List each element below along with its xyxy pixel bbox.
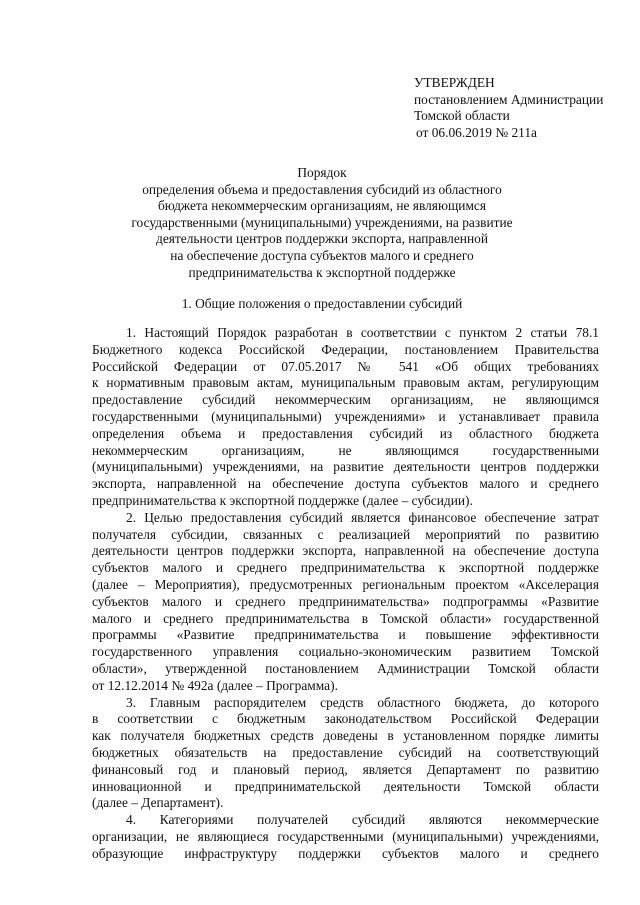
text-line: 1. Настоящий Порядок разработан в соответствии с пунктом 2 статьи 78.1 [126, 325, 599, 340]
title-line: деятельности центров поддержки экспорта, направленной [156, 231, 488, 247]
approval-line: УТВЕРЖДЕН [414, 75, 495, 90]
text-line: деятельности центров поддержки экспорта, направленной на обеспечение доступа [92, 543, 599, 559]
title-line: бюджета некоммерческим организациям, не являющимся [157, 198, 487, 214]
text-line: финансовый год и плановый период, является Департамент по развитию [92, 761, 599, 777]
text-line: бюджетных обязательств на предоставление субсидий на соответствующий [92, 744, 599, 760]
text-line: государственного управления социально-экономическим развитием Томской [92, 644, 599, 660]
title-line: Порядок [297, 165, 347, 180]
text-line: государственными (муниципальными) учреждениями» и устанавливает правила [92, 408, 599, 424]
text-line: программы «Развитие предпринимательства и повышение эффективности [92, 627, 599, 643]
text-line: Российской Федерации от 07.05.2017 № 541 «Об общих требованиях [92, 358, 599, 374]
text-line: 2. Целью предоставления субсидий является финансовое обеспечение затрат [126, 509, 599, 525]
text-line: определения объема и предоставления субсидий из областного бюджета [92, 425, 599, 441]
text-line: образующие инфраструктуру поддержки субъектов малого и среднего [92, 845, 599, 861]
text-line: к нормативным правовым актам, муниципальным правовым актам, регулирующим [92, 375, 599, 391]
text-line: инновационной и предпринимательской деятельности Томской области [92, 778, 599, 794]
text-line: 4. Категориями получателей субсидий являются некоммерческие [126, 812, 599, 828]
text-line: предоставление субсидий некоммерческим организациям, не являющимся [92, 392, 599, 408]
text-line: организации, не являющиеся государственными (муниципальными) учреждениями, [92, 828, 599, 844]
text-line: 3. Главным распорядителем средств областного бюджета, до которого [126, 694, 599, 710]
text-line: от 12.12.2014 № 492а (далее – Программа). [92, 677, 338, 693]
text-line: Бюджетного кодекса Российской Федерации, постановлением Правительства [92, 341, 599, 357]
text-line: предпринимательства к экспортной поддержке (далее – субсидии). [92, 492, 473, 508]
text-line: субъектов малого и среднего предпринимательства к экспортной поддержке [92, 560, 599, 576]
approval-line: от 06.06.2019 № 211а [416, 124, 537, 140]
text-line: как получателя бюджетных средств доведены в установленном порядке лимиты [92, 728, 599, 744]
text-line: малого и среднего предпринимательства в Томской области» государственной [92, 610, 599, 626]
text-line: субъектов малого и среднего предпринимательства» подпрограммы «Развитие [92, 593, 599, 609]
title-line: определения объема и предоставления субсидий из областного [142, 181, 502, 197]
text-line: (далее – Мероприятия), предусмотренных региональным проектом «Акселерация [92, 576, 599, 592]
approval-stamp [414, 75, 634, 141]
text-line: экспорта, направленной на обеспечение доступа субъектов малого и среднего [92, 476, 599, 492]
text-line: (далее – Департамент). [92, 795, 224, 811]
title-line: предпринимательства к экспортной поддержке [188, 264, 456, 280]
document-body [92, 325, 599, 863]
text-line: области», утвержденной постановлением Администрации Томской области [92, 660, 599, 676]
document-title [92, 165, 552, 281]
approval-line: Томской области [414, 108, 510, 123]
title-line: государственными (муниципальными) учреждениями, на развитие [131, 214, 513, 230]
text-line: в соответствии с бюджетным законодательством Российской Федерации [92, 711, 599, 727]
text-line: (муниципальными) учреждениями, на развитие деятельности центров поддержки [92, 459, 599, 475]
title-line: на обеспечение доступа субъектов малого и среднего [170, 247, 474, 263]
text-line: получателя субсидии, связанных с реализацией мероприятий по развитию [92, 526, 599, 542]
text-line: некоммерческим организациям, не являющимся государственными [92, 442, 599, 458]
section-heading: 1. Общие положения о предоставлении субсидий [181, 296, 463, 311]
approval-line: постановлением Администрации [414, 91, 604, 107]
